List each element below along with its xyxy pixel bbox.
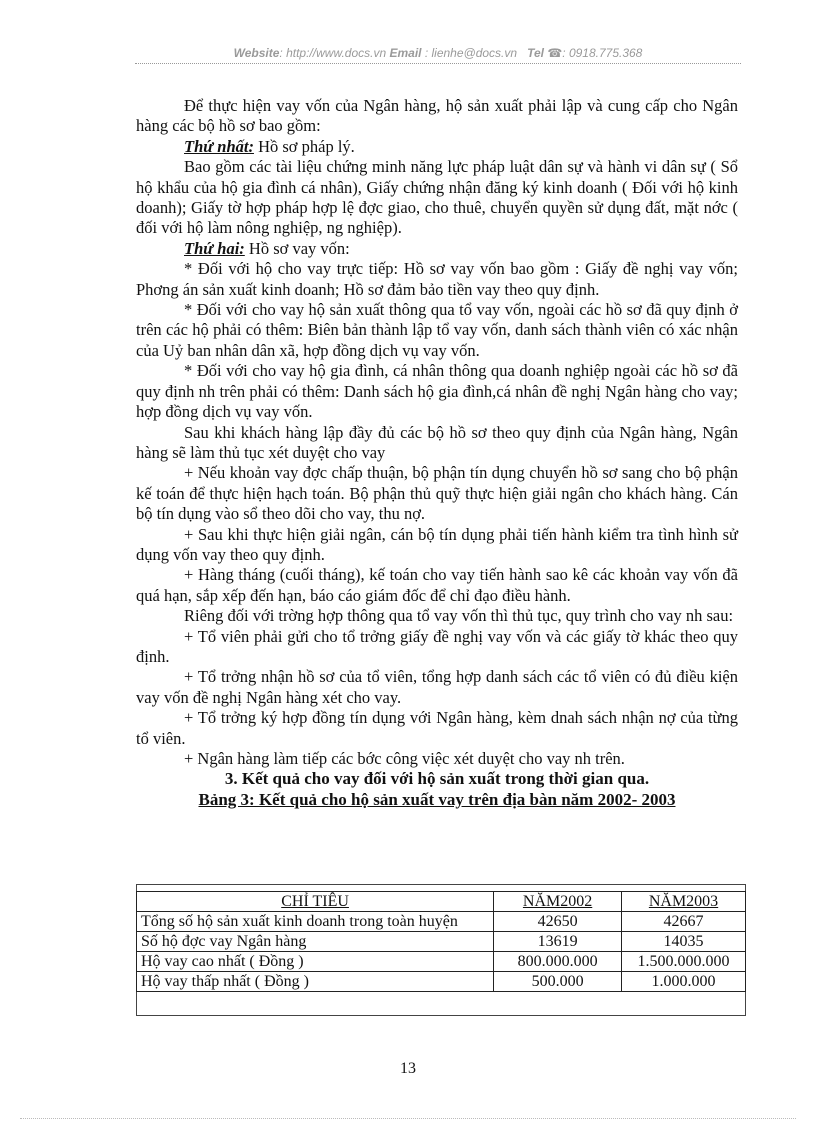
document-body: [136, 96, 738, 810]
table-cell: 1.500.000.000: [622, 952, 746, 972]
paragraph: Riêng đối với trờng hợp thông qua tổ vay vốn thì thủ tục, quy trình cho vay nh sau:: [184, 606, 734, 626]
header-cell: NĂM2003: [622, 892, 746, 912]
first-label: Thứ nhất:: [184, 136, 254, 156]
paragraph: + Tổ trởng nhận hồ sơ của tổ viên, tổng hợp danh sách các tổ viên có đủ điều kiện vay vốn đề nghị Ngân hàng xét cho vay.: [136, 667, 738, 707]
section-title: 3. Kết quả cho vay đối với hộ sản xuất trong thời gian qua.: [224, 769, 650, 789]
table-cell: Số hộ đợc vay Ngân hàng: [137, 932, 494, 952]
table-row: [137, 972, 746, 992]
paragraph: + Tổ viên phải gửi cho tổ trởng giấy đề nghị vay vốn và các giấy tờ khác theo quy định.: [136, 626, 738, 666]
table-cell: 1.000.000: [622, 972, 746, 992]
tel-label: Tel: [527, 46, 544, 60]
table-title: Bảng 3: Kết quả cho hộ sản xuất vay trên địa bàn năm 2002- 2003: [198, 789, 676, 809]
table-cell: 42667: [622, 912, 746, 932]
table-cell: Tổng số hộ sản xuất kinh doanh trong toàn huyện: [137, 912, 494, 932]
email-value[interactable]: : lienhe@docs.vn: [421, 46, 518, 60]
tel-value: ☎: 0918.775.368: [544, 46, 643, 60]
table-cell: 500.000: [494, 972, 622, 992]
second-text: Hồ sơ vay vốn:: [244, 238, 350, 258]
paragraph: Để thực hiện vay vốn của Ngân hàng, hộ sản xuất phải lập và cung cấp cho Ngân hàng các bộ hồ sơ bao gồm:: [136, 96, 738, 136]
paragraph: + Sau khi thực hiện giải ngân, cán bộ tín dụng phải tiến hành kiểm tra tình hình sử dụng vốn vay theo quy định.: [136, 524, 738, 564]
website-label: Website: [233, 46, 280, 60]
table-cell: Hộ vay cao nhất ( Đồng ): [137, 952, 494, 972]
table-row: [137, 932, 746, 952]
paragraph: Bao gồm các tài liệu chứng minh năng lực pháp luật dân sự và hành vi dân sự ( Sổ hộ khẩu của hộ gia đình cá nhân), Giấy chứng nhận đăng ký kinh doanh ( Đối với hộ kinh doanh); Giấy tờ hợp pháp hợp lệ đợc giao, cho thuê, chuyển quyền sử dụng đất, mặt nớc ( đối với hộ làm nông nghiệp, ng nghiệp).: [136, 157, 738, 238]
paragraph: + Tổ trởng ký hợp đồng tín dụng với Ngân hàng, kèm dnah sách nhận nợ của từng tổ viên.: [136, 708, 738, 748]
footer-divider: [20, 1118, 796, 1119]
paragraph: + Ngân hàng làm tiếp các bớc công việc xét duyệt cho vay nh trên.: [184, 749, 625, 768]
header-cell: NĂM2002: [494, 892, 622, 912]
table-cell: 42650: [494, 912, 622, 932]
paragraph: * Đối với cho vay hộ sản xuất thông qua tổ vay vốn, ngoài các hồ sơ đã quy định ở trên các hộ phải có thêm: Biên bản thành lập tổ vay vốn, danh sách thành viên có xác nhận của Uỷ ban nhân dân xã, hợp đồng dịch vụ vay vốn.: [136, 300, 738, 360]
paragraph: + Nếu khoản vay đợc chấp thuận, bộ phận tín dụng chuyển hồ sơ sang cho bộ phận kế toán để thực hiện hạch toán. Bộ phận thủ quỹ thực hiện giải ngân cho khách hàng. Cán bộ tín dụng vào sổ theo dõi cho vay, thu nợ.: [136, 463, 738, 524]
paragraph: Sau khi khách hàng lập đầy đủ các bộ hồ sơ theo quy định của Ngân hàng, Ngân hàng sẽ làm thủ tục xét duyệt cho vay: [136, 422, 738, 462]
second-label: Thứ hai:: [184, 238, 245, 258]
paragraph: [136, 239, 738, 259]
page-header: [135, 46, 741, 64]
table-cell: 800.000.000: [494, 952, 622, 972]
page-number: 13: [400, 1060, 416, 1077]
header-cell: CHỈ TIÊU: [137, 892, 494, 912]
table-row: [137, 912, 746, 932]
email-label: Email: [389, 46, 422, 60]
table-cell: 13619: [494, 932, 622, 952]
results-table: [136, 891, 746, 992]
paragraph: [136, 137, 738, 157]
website-value[interactable]: : http://www.docs.vn: [279, 46, 387, 60]
table-cell: Hộ vay thấp nhất ( Đồng ): [137, 972, 494, 992]
paragraph: * Đối với cho vay hộ gia đình, cá nhân thông qua doanh nghiệp ngoài các hồ sơ đã quy định nh trên phải có thêm: Danh sách hộ gia đình,cá nhân đề nghị Ngân hàng cho vay; hợp đồng dịch vụ vay vốn.: [136, 361, 738, 422]
table-row: [137, 952, 746, 972]
paragraph: * Đối với hộ cho vay trực tiếp: Hồ sơ vay vốn bao gồm : Giấy đề nghị vay vốn; Phơng án sản xuất kinh doanh; Hồ sơ đảm bảo tiền vay theo quy định.: [136, 259, 738, 299]
first-text: Hồ sơ pháp lý.: [253, 136, 355, 156]
table-header-row: [137, 892, 746, 912]
table-cell: 14035: [622, 932, 746, 952]
paragraph: + Hàng tháng (cuối tháng), kế toán cho vay tiến hành sao kê các khoản vay vốn đã quá hạn, sắp xếp đến hạn, báo cáo giám đốc để chỉ đạo điều hành.: [136, 565, 738, 605]
